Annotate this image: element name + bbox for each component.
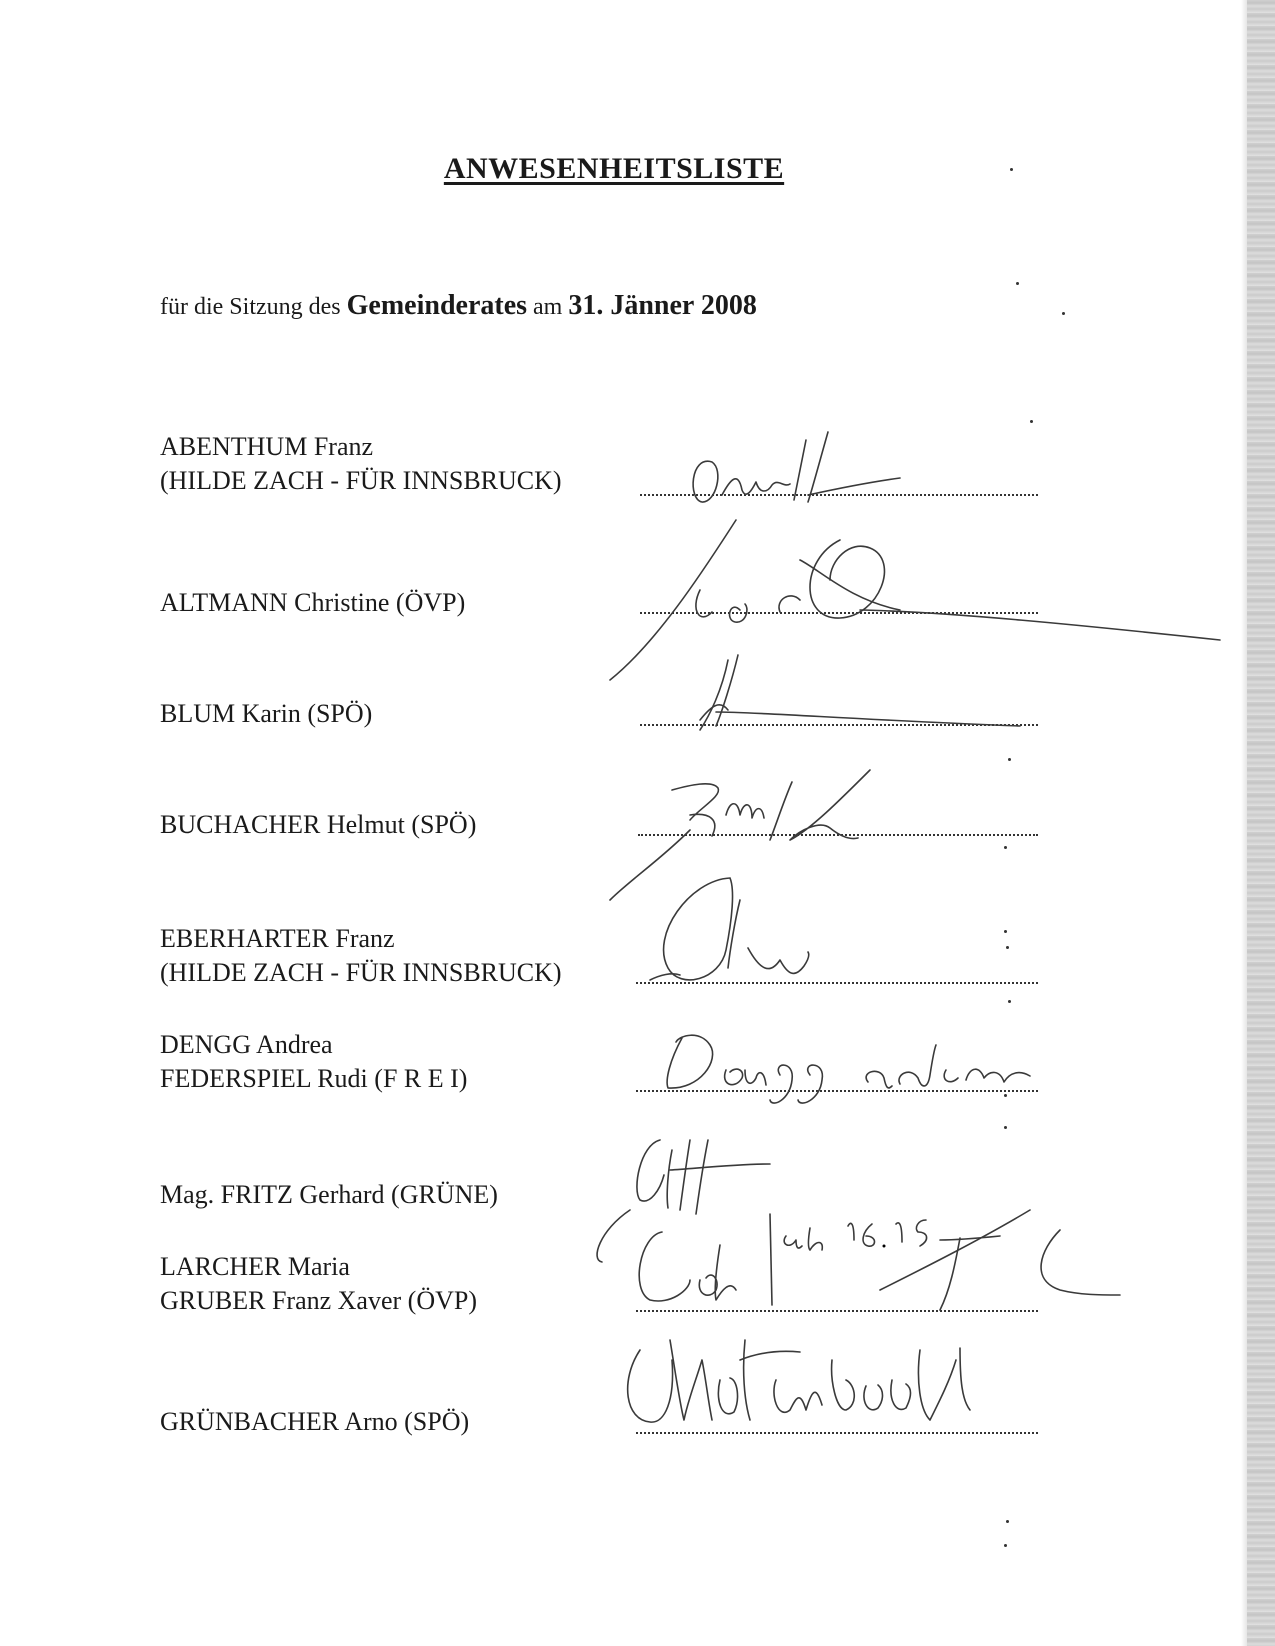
attendee-name: GRUBER Franz Xaver (ÖVP) — [160, 1286, 478, 1315]
signature-line — [640, 724, 1038, 726]
scan-speck — [1006, 1520, 1009, 1523]
attendee-name: EBERHARTER Franz — [160, 924, 395, 953]
session-body: Gemeinderates — [346, 290, 528, 321]
scan-speck — [1006, 946, 1009, 949]
signature-dengg — [667, 1035, 1030, 1103]
signature-gruber — [880, 1210, 1120, 1310]
signature-fritz — [597, 1140, 770, 1262]
signature-line — [640, 612, 1038, 614]
attendee-affiliation: (HILDE ZACH - FÜR INNSBRUCK) — [160, 958, 562, 987]
scan-speck — [1004, 1094, 1007, 1097]
attendee-name: BLUM Karin (SPÖ) — [160, 699, 373, 728]
signature-blum — [700, 655, 1020, 730]
signature-altmann — [610, 520, 1220, 680]
signature-line — [640, 494, 1038, 496]
attendee-entry — [160, 430, 562, 498]
signature-line — [636, 1310, 1038, 1312]
attendee-entry — [160, 586, 465, 620]
signature-line — [638, 834, 1038, 836]
scan-speck — [1008, 1000, 1011, 1003]
attendee-affiliation: (HILDE ZACH - FÜR INNSBRUCK) — [160, 466, 562, 495]
scan-speck — [1004, 846, 1007, 849]
attendee-entry — [160, 1178, 498, 1212]
scan-speck — [1016, 282, 1019, 285]
scan-speck — [1008, 758, 1011, 761]
signature-abenthum — [693, 432, 900, 502]
scan-speck — [1004, 1544, 1007, 1547]
attendee-entry — [160, 697, 372, 731]
signature-line — [636, 982, 1038, 984]
signature-eberharter — [650, 878, 809, 980]
attendee-name: DENGG Andrea — [160, 1030, 333, 1059]
attendee-entry — [160, 1028, 467, 1096]
attendee-entry — [160, 808, 476, 842]
scan-edge — [1247, 0, 1275, 1646]
attendee-entry — [160, 922, 562, 990]
session-prefix: für die Sitzung des — [160, 294, 341, 320]
attendee-name: BUCHACHER Helmut (SPÖ) — [160, 810, 477, 839]
attendee-name: Mag. FRITZ Gerhard (GRÜNE) — [160, 1180, 498, 1209]
attendee-name: FEDERSPIEL Rudi (F R E I) — [160, 1064, 468, 1093]
signature-line — [636, 1090, 1038, 1092]
attendee-name: GRÜNBACHER Arno (SPÖ) — [160, 1407, 470, 1436]
attendee-name: LARCHER Maria — [160, 1252, 350, 1281]
attendee-name: ABENTHUM Franz — [160, 432, 374, 461]
signature-larcher — [639, 1214, 772, 1305]
attendee-entry — [160, 1405, 469, 1439]
scan-speck — [1010, 168, 1013, 171]
document-title: ANWESENHEITSLISTE — [443, 152, 785, 185]
session-line — [160, 290, 757, 322]
scan-speck — [1004, 930, 1007, 933]
scan-speck — [1030, 420, 1033, 423]
signature-gruenbacher — [628, 1340, 970, 1422]
signature-line — [636, 1432, 1038, 1434]
session-date: 31. Jänner 2008 — [568, 290, 757, 321]
session-middle: am — [533, 294, 563, 320]
signature-note-ab-1615 — [784, 1220, 926, 1250]
attendee-name: ALTMANN Christine (ÖVP) — [160, 588, 466, 617]
scan-speck — [1004, 1126, 1007, 1129]
attendee-entry — [160, 1250, 477, 1318]
scan-speck — [1062, 312, 1065, 315]
